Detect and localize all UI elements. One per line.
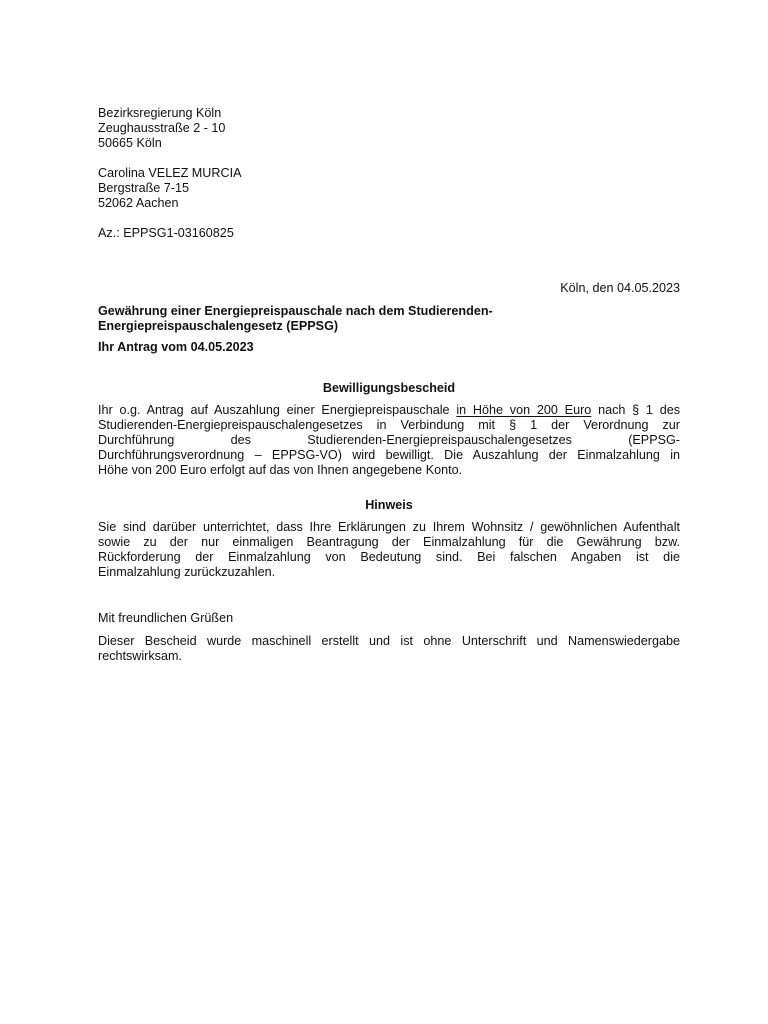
notice-line-1: Sie sind darüber unterrichtet, dass Ihre Erklärungen zu Ihrem Wohnsitz / gewöhnlichen Aufenthalt <box>98 520 680 534</box>
recipient-city: 52062 Aachen <box>98 196 179 210</box>
recipient-name: Carolina VELEZ MURCIA <box>98 166 242 180</box>
notice-line-2: sowie zu der nur einmaligen Beantragung der Einmalzahlung für die Gewährung bzw. <box>98 535 680 549</box>
subject-heading <box>98 304 680 334</box>
closing-line-2: rechtswirksam. <box>98 649 182 663</box>
notice-line-4: Einmalzahlung zurückzuzahlen. <box>98 565 276 579</box>
recipient-address <box>98 166 680 211</box>
approval-body <box>98 403 680 478</box>
notice-line-3: Rückforderung der Einmalzahlung von Bedeutung sind. Bei falschen Angaben ist die <box>98 550 680 564</box>
closing-line-1: Dieser Bescheid wurde maschinell erstellt und ist ohne Unterschrift und Namenswiedergabe <box>98 634 680 648</box>
sender-name: Bezirksregierung Köln <box>98 106 222 120</box>
approval-heading: Bewilligungsbescheid <box>322 381 456 395</box>
notice-heading: Hinweis <box>365 498 413 512</box>
sender-address <box>98 106 680 151</box>
approval-line-2: Studierenden-Energiepreispauschalengesetzes in Verbindung mit § 1 der Verordnung zur <box>98 418 680 432</box>
reference-number: Az.: EPPSG1-03160825 <box>98 226 234 240</box>
subject-line-1: Gewährung einer Energiepreispauschale nach dem Studierenden- <box>98 304 493 318</box>
date-line: Köln, den 04.05.2023 <box>560 281 680 295</box>
sender-street: Zeughausstraße 2 - 10 <box>98 121 226 135</box>
approval-line-1 <box>98 403 680 418</box>
approval-line-3: Durchführung des Studierenden-Energiepreispauschalengesetzes (EPPSG- <box>98 433 680 447</box>
greeting: Mit freundlichen Grüßen <box>98 611 234 625</box>
approval-line-1-text: Ihr o.g. Antrag auf Auszahlung einer Energiepreispauschale <box>98 403 450 417</box>
approval-amount-underlined: in Höhe von 200 Euro <box>456 403 592 417</box>
recipient-street: Bergstraße 7-15 <box>98 181 189 195</box>
subject-line-2: Energiepreispauschalengesetz (EPPSG) <box>98 319 339 333</box>
approval-line-4: Durchführungsverordnung – EPPSG-VO) wird bewilligt. Die Auszahlung der Einmalzahlung in <box>98 448 680 462</box>
sender-city: 50665 Köln <box>98 136 162 150</box>
approval-line-5: Höhe von 200 Euro erfolgt auf das von Ihnen angegebene Konto. <box>98 463 463 477</box>
closing-note <box>98 634 680 664</box>
approval-line-1-end: nach § 1 des <box>598 403 681 417</box>
application-reference: Ihr Antrag vom 04.05.2023 <box>98 340 254 354</box>
notice-body <box>98 520 680 580</box>
